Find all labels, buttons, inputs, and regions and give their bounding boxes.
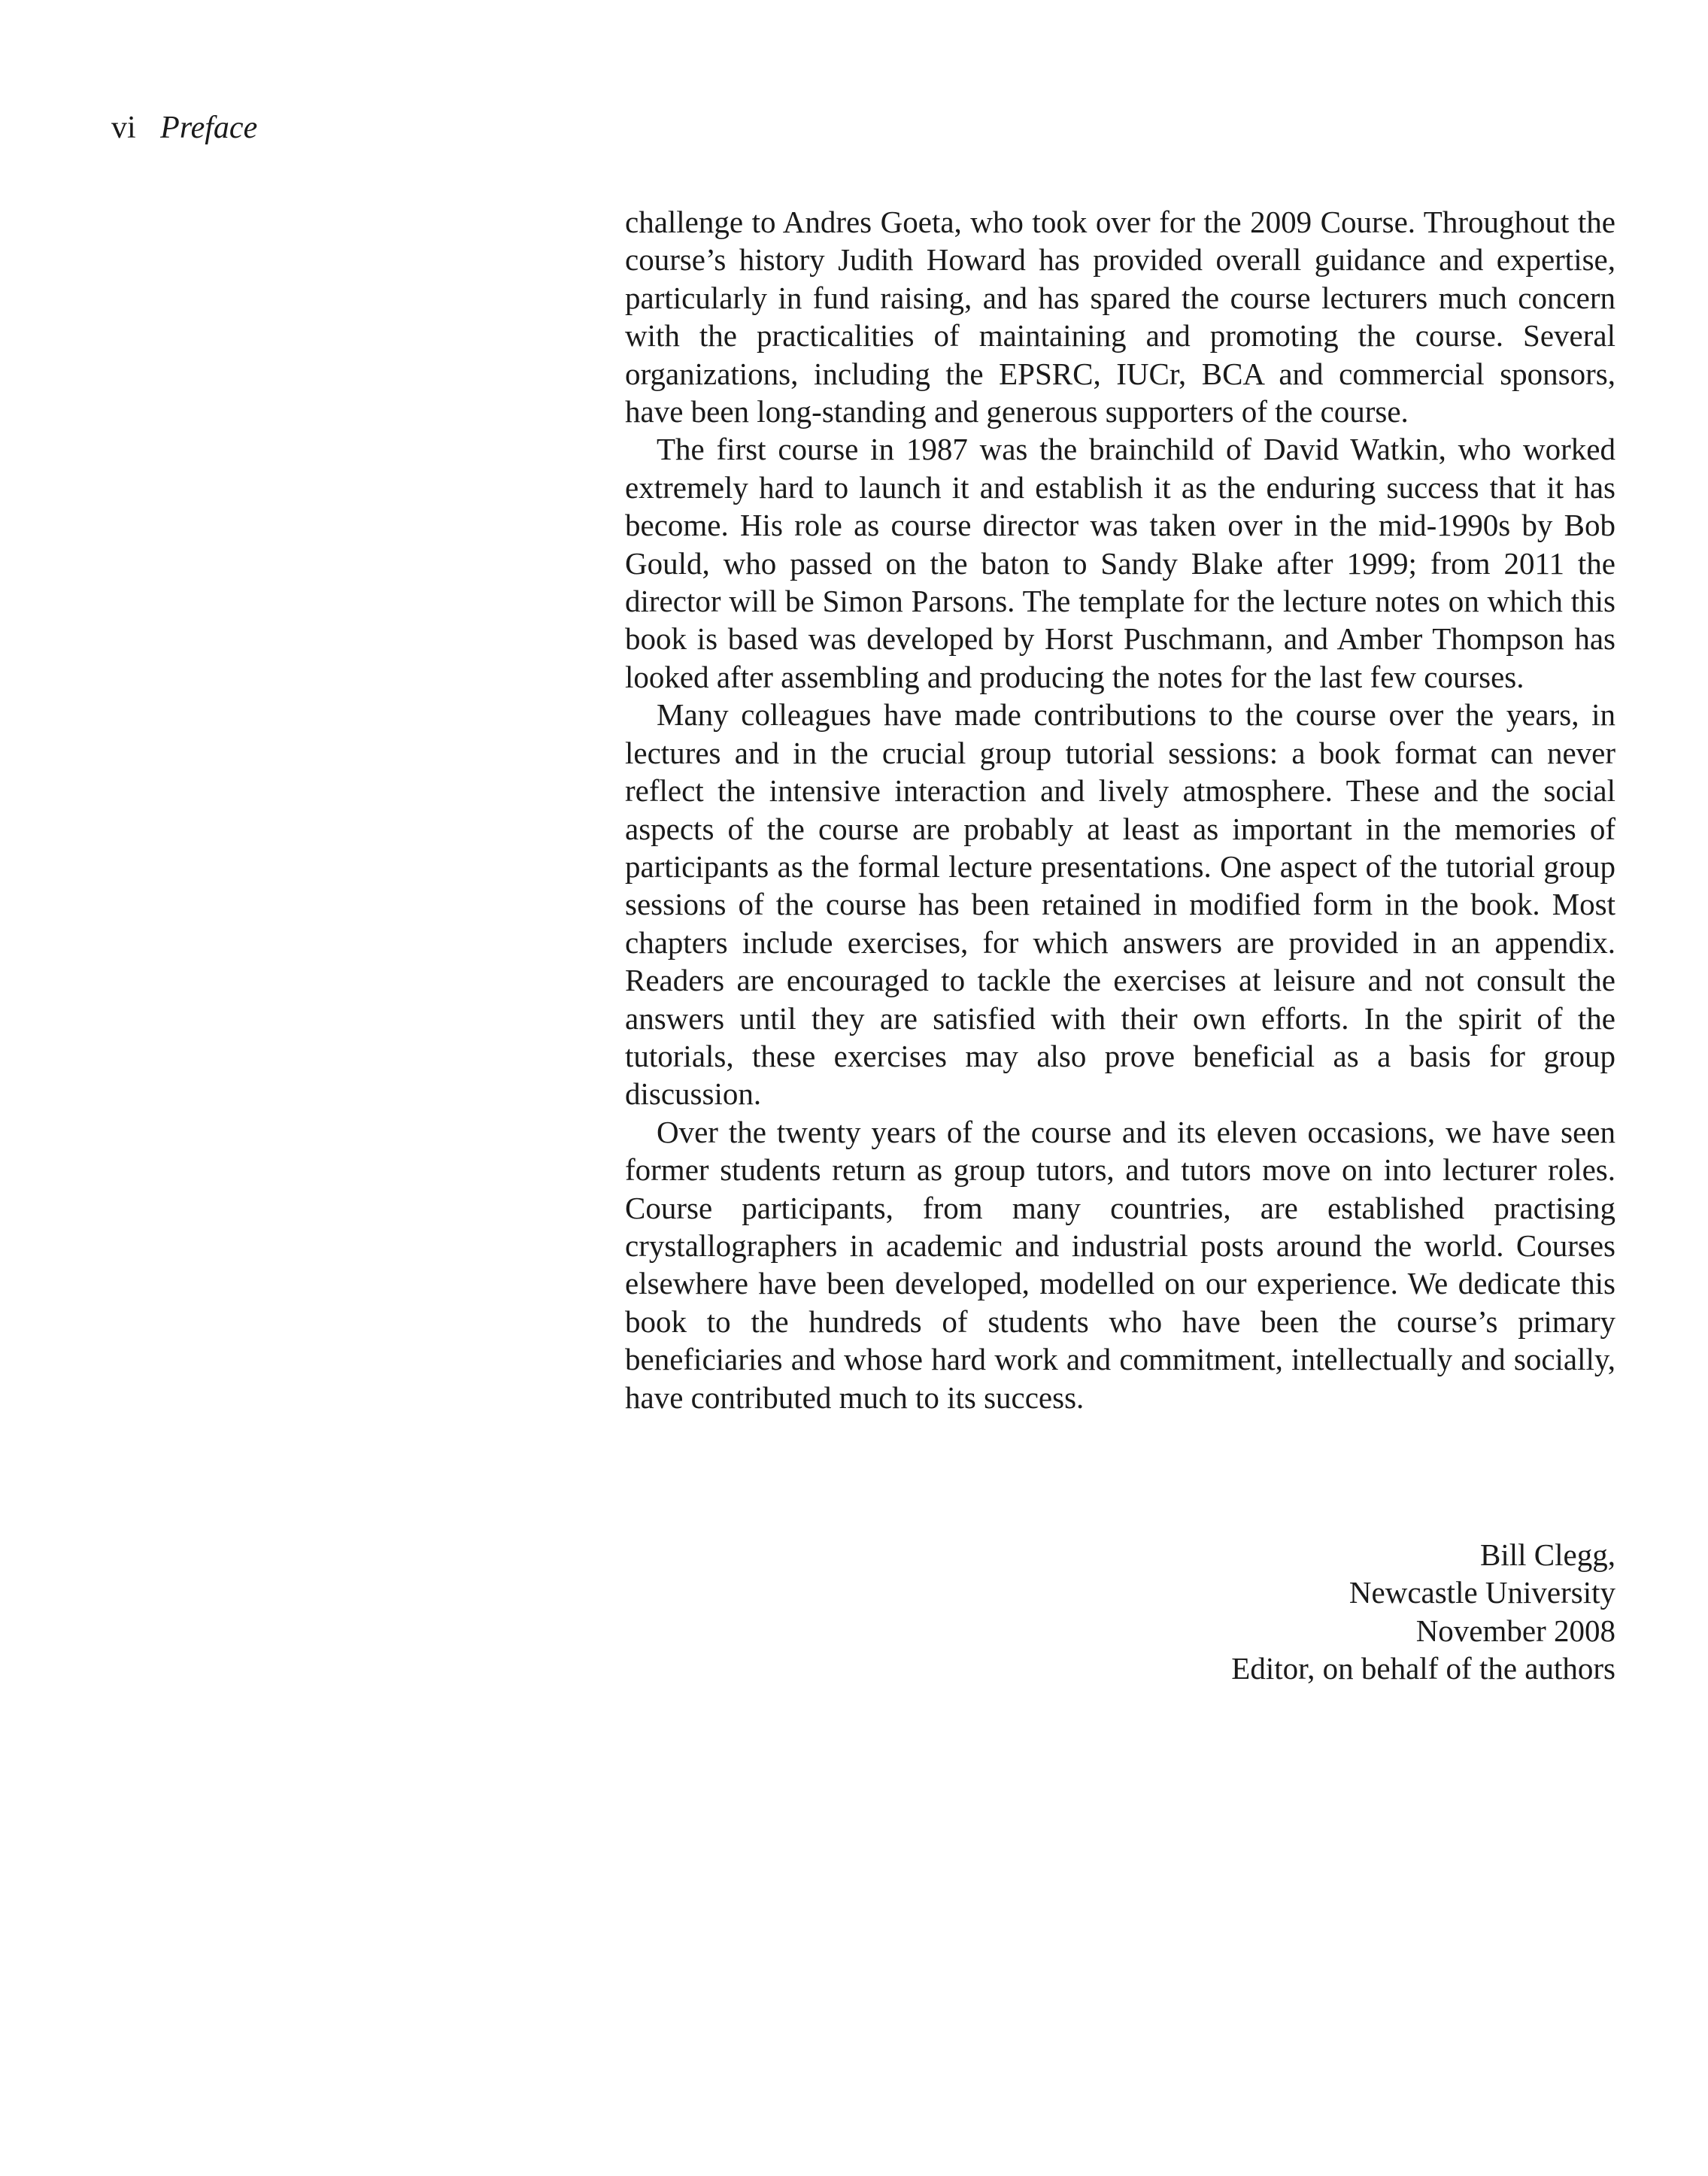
signature-name: Bill Clegg, bbox=[1480, 1537, 1615, 1572]
paragraph-3: Many colleagues have made contributions to the course over the years, in lectures and in the crucial group tutorial sessions: a book format can never reflect the intensive interaction and lively atmosphere. These and the social aspects of the course are probably at least as important in the memories of participants as the formal lecture presentations. One aspect of the tutorial group sessions of the course has been retained in modified form in the book. Most chapters include exercises, for which answers are provided in an appendix. Readers are encouraged to tackle the exercises at leisure and not consult the answers until they are satisfied with their own efforts. In the spirit of the tutorials, these exercises may also prove beneficial as a basis for group discussion. bbox=[625, 697, 1615, 1112]
paragraph-1: challenge to Andres Goeta, who took over for the 2009 Course. Throughout the course’s history Judith Howard has provided overall guidance and expertise, particularly in fund raising, and has spared the course lecturers much concern with the practicalities of maintaining and promoting the course. Several organizations, including the EPSRC, IUCr, BCA and commercial sponsors, have been long-standing and generous supporters of the course. bbox=[625, 205, 1615, 429]
page-number: vi bbox=[111, 111, 136, 145]
signature-date: November 2008 bbox=[1415, 1613, 1615, 1648]
paragraph-4: Over the twenty years of the course and its eleven occasions, we have seen former students return as group tutors, and tutors move on into lecturer roles. Course participants, from many countries, are established practising crystallographers in academic and industrial posts around the world. Courses elsewhere have been developed, modelled on our experience. We dedicate this book to the hundreds of students who have been the course’s primary beneficiaries and whose hard work and commitment, intellectually and socially, have contributed much to its success. bbox=[625, 1114, 1615, 1415]
running-head bbox=[111, 105, 257, 150]
signature-affiliation: Newcastle University bbox=[1349, 1575, 1615, 1610]
paragraph-2: The first course in 1987 was the brainchild of David Watkin, who worked extremely hard to launch it and establish it as the enduring success that it has become. His role as course director was taken over in the mid-1990s by Bob Gould, who passed on the baton to Sandy Blake after 1999; from 2011 the director will be Simon Parsons. The template for the lecture notes on which this book is based was developed by Horst Puschmann, and Amber Thompson has looked after assembling and producing the notes for the last few courses. bbox=[625, 432, 1615, 694]
signature-block bbox=[625, 1536, 1615, 1688]
body-text bbox=[625, 203, 1615, 1416]
section-title: Preface bbox=[160, 111, 258, 145]
signature-role: Editor, on behalf of the authors bbox=[1231, 1651, 1615, 1686]
